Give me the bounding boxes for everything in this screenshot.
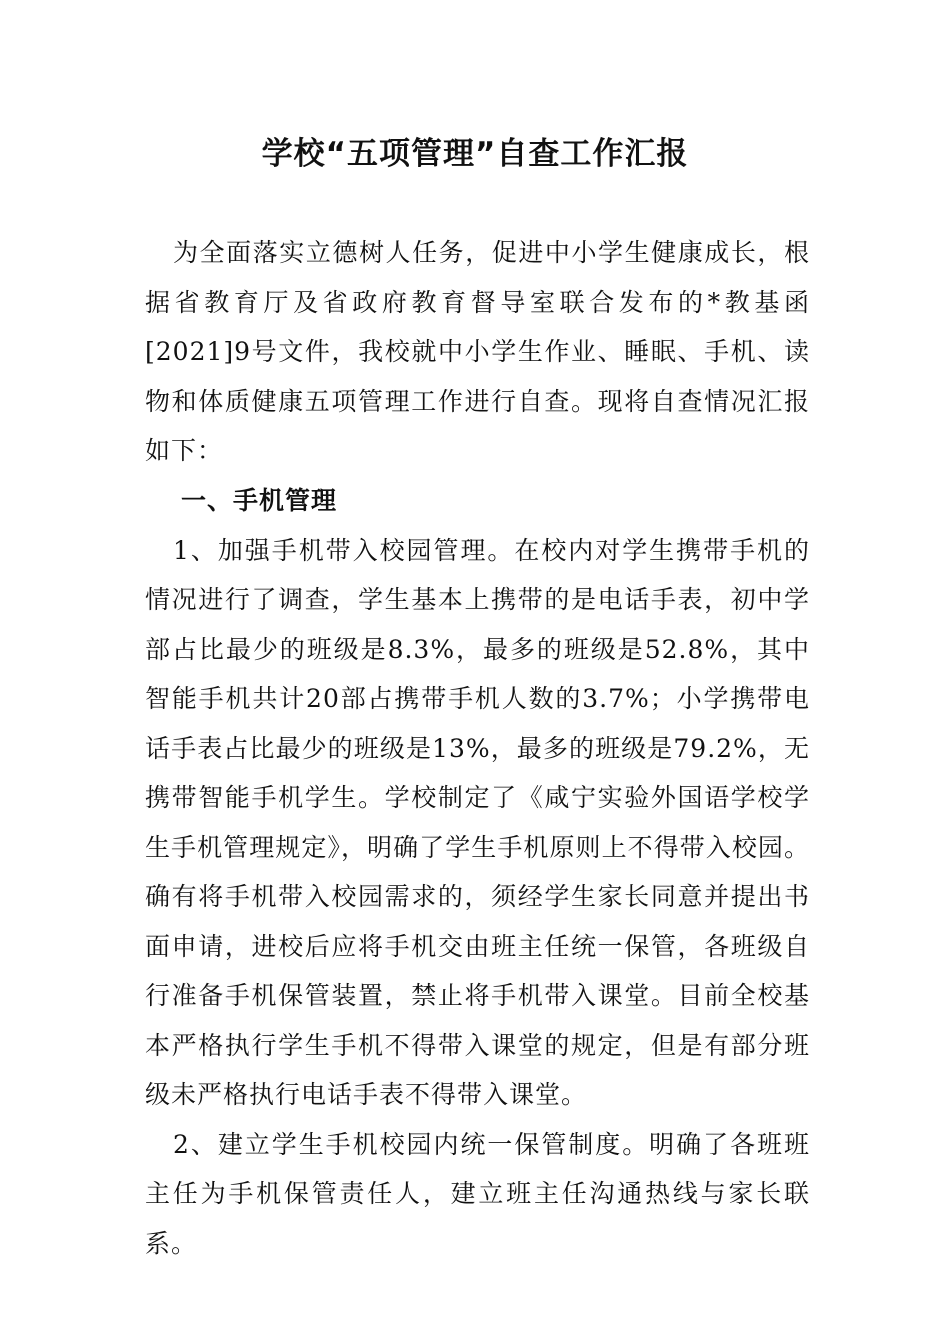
- paragraph-phone-entry-management: 1、加强手机带入校园管理。在校内对学生携带手机的情况进行了调查，学生基本上携带的是电话手表，初中学部占比最少的班级是8.3%，最多的班级是52.8%，其中智能手机共计20部占携带手机人数的3.7%；小学携带电话手表占比最少的班级是13%，最多的班级是79.2%，无携带智能手机学生。学校制定了《咸宁实验外国语学校学生手机管理规定》，明确了学生手机原则上不得带入校园。确有将手机带入校园需求的，须经学生家长同意并提出书面申请，进校后应将手机交由班主任统一保管，各班级自行准备手机保管装置，禁止将手机带入课堂。目前全校基本严格执行学生手机不得带入课堂的规定，但是有部分班级未严格执行电话手表不得带入课堂。: [145, 535, 810, 1109]
- intro-paragraph: 为全面落实立德树人任务，促进中小学生健康成长，根据省教育厅及省政府教育督导室联合发布的*教基函[2021]9号文件，我校就中小学生作业、睡眠、手机、读物和体质健康五项管理工作进行自查。现将自查情况汇报如下：: [145, 238, 810, 465]
- section-heading-phone-management: 一、手机管理: [181, 485, 338, 515]
- document-body: [145, 228, 810, 1268]
- document-title: 学校“五项管理”自查工作汇报: [261, 136, 689, 172]
- paragraph-phone-storage-system: 2、建立学生手机校园内统一保管制度。明确了各班班主任为手机保管责任人，建立班主任沟通热线与家长联系。: [145, 1129, 810, 1258]
